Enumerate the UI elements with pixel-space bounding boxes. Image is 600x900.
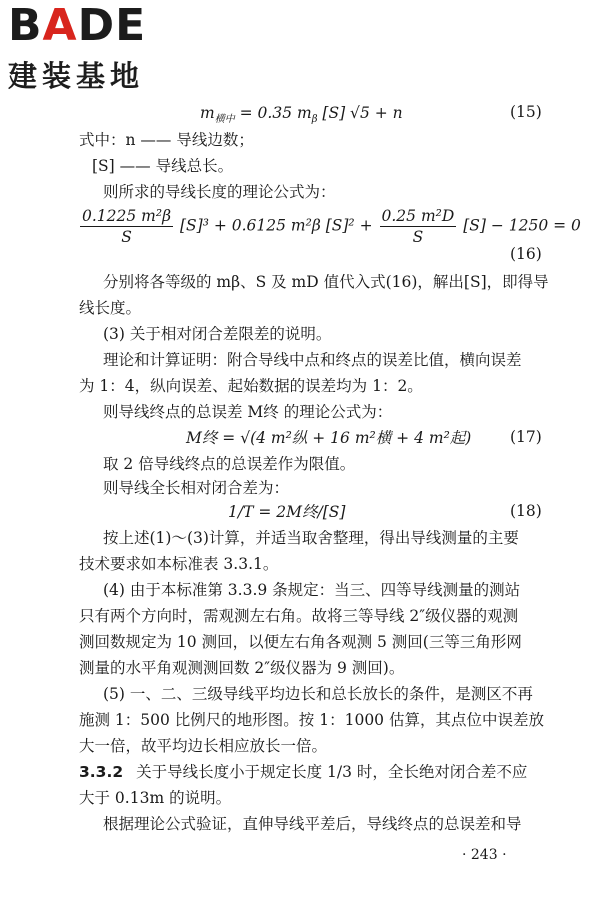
equation-16: $\frac{\text{0.1225 m²β}}{S}$ [S]³ + 0.6125 m²β [S]² + $\frac{\text{0.25 m²D}}{S}$ [S] − 1250 = 0	[82, 207, 581, 246]
equation-18: 1/T = 2M终/[S]	[228, 503, 346, 521]
paragraph-theory-verification: 根据理论公式验证，直伸导线平差后，导线终点的总误差和导	[103, 815, 522, 833]
equation-15-number: (15)	[510, 103, 542, 121]
paragraph-calculation-line-2: 技术要求如本标准表 3.3.1。	[79, 555, 279, 573]
equation-18-number: (18)	[510, 502, 542, 520]
equation-15: $m_{横中} = 0.35$ $m_\beta$ [S] √5 + n	[200, 104, 403, 126]
logo-chinese-name: 建装基地	[8, 59, 145, 93]
section-3-3-2-line-1: 3.3.2 关于导线长度小于规定长度 1/3 时，全长绝对闭合差不应	[79, 763, 528, 781]
paragraph-limit: 取 2 倍导线终点的总误差作为限值。	[103, 455, 356, 473]
page-number: · 243 ·	[462, 847, 507, 863]
equation-16-number: (16)	[510, 245, 542, 263]
equation-16-fraction-2: $\frac{\text{0.25 m²D}}{S}$	[381, 207, 455, 246]
paragraph-calculation-line-1: 按上述(1)～(3)计算，并适当取舍整理，得出导线测量的主要	[103, 529, 519, 547]
paragraph-proof-line-2: 为 1：4，纵向误差、起始数据的误差均为 1：2。	[79, 377, 423, 395]
section-number: 3.3.2	[79, 763, 124, 781]
paragraph-total-error-intro: 则导线终点的总误差 M终 的理论公式为：	[103, 403, 393, 421]
paragraph-item4-line-4: 测量的水平角观测测回数 2″级仪器为 9 测回)。	[79, 659, 405, 677]
definition-s: [S] —— 导线总长。	[92, 157, 234, 175]
paragraph-item5-line-2: 施测 1：500 比例尺的地形图。按 1：1000 估算，其点位中误差放	[79, 711, 544, 729]
logo-wordmark: BADE	[8, 0, 147, 51]
equation-16-fraction-1: $\frac{\text{0.1225 m²β}}{S}$	[82, 207, 172, 246]
paragraph-substitute-line-1: 分别将各等级的 mβ、S 及 mD 值代入式(16)，解出[S]，即得导	[103, 273, 549, 291]
paragraph-proof-line-1: 理论和计算证明：附合导线中点和终点的误差比值，横向误差	[103, 351, 522, 369]
paragraph-item5-line-3: 大一倍，故平均边长相应放长一倍。	[79, 737, 328, 755]
paragraph-closure-heading: (3) 关于相对闭合差限差的说明。	[103, 325, 332, 343]
section-3-3-2-line-2: 大于 0.13m 的说明。	[79, 789, 232, 807]
formula-intro: 则所求的导线长度的理论公式为：	[103, 183, 336, 201]
paragraph-item4-line-1: (4) 由于本标准第 3.3.9 条规定：当三、四等导线测量的测站	[103, 581, 521, 599]
paragraph-item4-line-2: 只有两个方向时，需观测左右角。故将三等导线 2″级仪器的观测	[79, 607, 519, 625]
definition-n: 式中：n —— 导线边数；	[79, 131, 254, 149]
paragraph-item4-line-3: 测回数规定为 10 测回，以便左右角各观测 5 测回(三等三角形网	[79, 633, 522, 651]
equation-17: M终 = √(4 m²纵 + 16 m²横 + 4 m²起)	[186, 429, 472, 447]
paragraph-item5-line-1: (5) 一、二、三级导线平均边长和总长放长的条件，是测区不再	[103, 685, 533, 703]
paragraph-relative-closure-intro: 则导线全长相对闭合差为：	[103, 479, 290, 497]
paragraph-substitute-line-2: 线长度。	[79, 299, 142, 317]
equation-17-number: (17)	[510, 428, 542, 446]
